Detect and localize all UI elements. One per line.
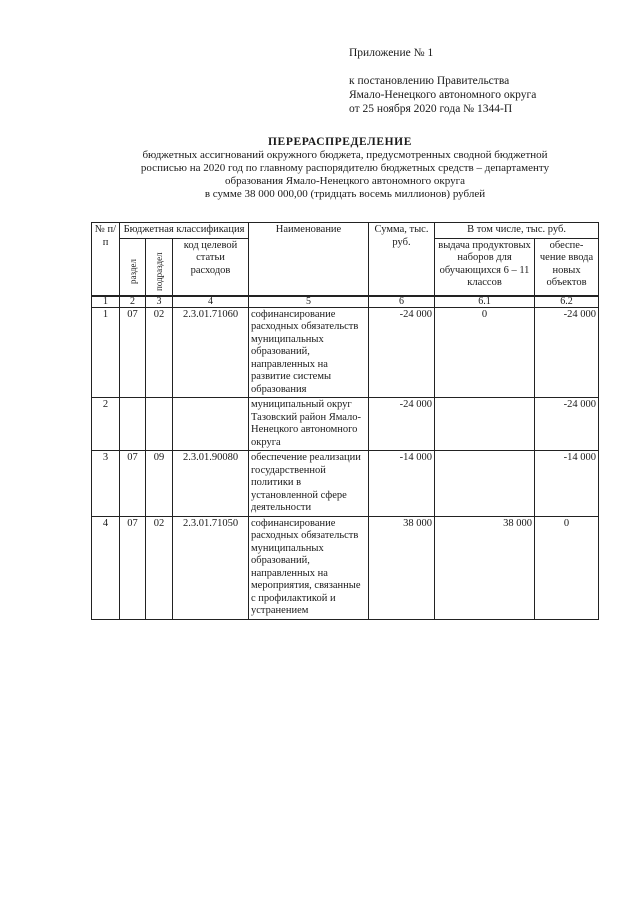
- table-row: [92, 307, 599, 398]
- row-subsection: 09: [146, 451, 173, 517]
- table-row: [92, 398, 599, 451]
- row-subsection: 02: [146, 516, 173, 619]
- col-number: 6.2: [535, 296, 599, 308]
- col-header-sub2: обеспе-чение ввода новых объектов: [535, 238, 599, 296]
- row-sub2: -24 000: [535, 398, 599, 451]
- row-sub2: -14 000: [535, 451, 599, 517]
- col-header-section: [120, 238, 146, 296]
- table-row: [92, 451, 599, 517]
- col-number: 2: [120, 296, 146, 308]
- col-number: 6.1: [435, 296, 535, 308]
- row-section: 07: [120, 516, 146, 619]
- col-header-sum: Сумма, тыс. руб.: [369, 223, 435, 296]
- col-header-name: Наименование: [249, 223, 369, 296]
- row-num: 1: [92, 307, 120, 398]
- row-sum: -14 000: [369, 451, 435, 517]
- row-name: софинансирование расходных обязательств муниципальных образований, направленных на мероприятия, связанные с профилактикой и устранением: [249, 516, 369, 619]
- row-subsection: 02: [146, 307, 173, 398]
- row-name: софинансирование расходных обязательств муниципальных образований, направленных на развитие системы образования: [249, 307, 369, 398]
- annex-ref-line-2: Ямало-Ненецкого автономного округа: [349, 89, 537, 101]
- section-label: раздел: [127, 259, 138, 284]
- col-header-including: В том числе, тыс. руб.: [435, 223, 599, 239]
- annex-ref-line-1: к постановлению Правительства: [349, 75, 510, 87]
- col-header-subsection: [146, 238, 173, 296]
- row-section: 07: [120, 451, 146, 517]
- row-num: 3: [92, 451, 120, 517]
- col-number: 6: [369, 296, 435, 308]
- redistribution-table: [91, 222, 599, 620]
- col-header-target-code: код целевой статьи расходов: [173, 238, 249, 296]
- col-number: 4: [173, 296, 249, 308]
- row-sub1: [435, 398, 535, 451]
- row-sub2: 0: [535, 516, 599, 619]
- row-sum: -24 000: [369, 307, 435, 398]
- col-number: 1: [92, 296, 120, 308]
- document-title: ПЕРЕРАСПРЕДЕЛЕНИЕ: [268, 136, 412, 148]
- subtitle-line-1: бюджетных ассигнований окружного бюджета, предусмотренных сводной бюджетной: [142, 149, 548, 161]
- col-header-budget-class: Бюджетная классификация: [120, 223, 249, 239]
- row-name: муниципальный округ Тазовский район Ямало-Ненецкого автономного округа: [249, 398, 369, 451]
- annex-header: [349, 46, 579, 116]
- header-row-1: [92, 223, 599, 239]
- col-header-num: № п/п: [92, 223, 120, 296]
- row-code: [173, 398, 249, 451]
- row-code: 2.3.01.71050: [173, 516, 249, 619]
- row-sub1: [435, 451, 535, 517]
- row-section: [120, 398, 146, 451]
- subtitle-line-2: росписью на 2020 год по главному распорядителю бюджетных средств – департаменту: [140, 162, 550, 174]
- row-name: обеспечение реализации государственной политики в установленной сфере деятельности: [249, 451, 369, 517]
- subtitle-line-3: образования Ямало-Ненецкого автономного округа: [225, 175, 465, 187]
- row-section: 07: [120, 307, 146, 398]
- row-sub1: 38 000: [435, 516, 535, 619]
- row-code: 2.3.01.71060: [173, 307, 249, 398]
- row-sub2: -24 000: [535, 307, 599, 398]
- annex-number: Приложение № 1: [349, 47, 434, 59]
- subtitle-line-4: в сумме 38 000 000,00 (тридцать восемь миллионов) рублей: [204, 188, 486, 200]
- col-header-sub1: выдача продуктовых наборов для обучающихся 6 – 11 классов: [435, 238, 535, 296]
- row-sub1: 0: [435, 307, 535, 398]
- col-number: 3: [146, 296, 173, 308]
- row-code: 2.3.01.90080: [173, 451, 249, 517]
- row-sum: 38 000: [369, 516, 435, 619]
- row-num: 2: [92, 398, 120, 451]
- document-subtitle: [100, 149, 590, 201]
- row-subsection: [146, 398, 173, 451]
- row-sum: -24 000: [369, 398, 435, 451]
- column-number-row: [92, 296, 599, 308]
- subsection-label: подраздел: [154, 252, 164, 291]
- row-num: 4: [92, 516, 120, 619]
- col-number: 5: [249, 296, 369, 308]
- table-row: [92, 516, 599, 619]
- annex-ref-line-3: от 25 ноября 2020 года № 1344-П: [349, 103, 513, 115]
